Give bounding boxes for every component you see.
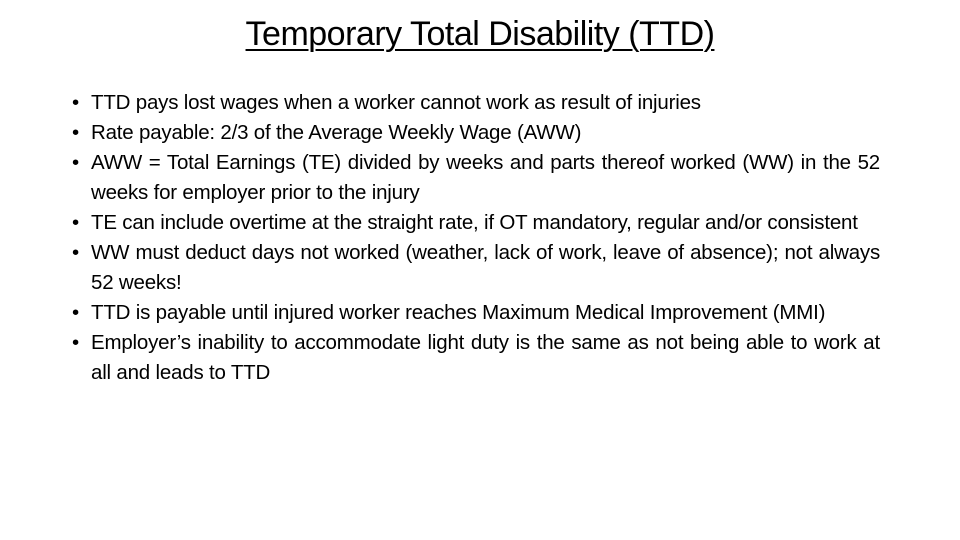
bullet-item (72, 88, 880, 118)
slide-title: Temporary Total Disability (TTD) (245, 15, 715, 53)
bullet-text: TTD is payable until injured worker reaches Maximum Medical Improvement (MMI) (91, 301, 826, 324)
bullet-text: AWW = Total Earnings (TE) divided by weeks and parts thereof worked (WW) in the 52 weeks for employer prior to the injury (91, 151, 880, 204)
bullet-text: TTD pays lost wages when a worker cannot work as result of injuries (91, 91, 701, 114)
bullet-item (72, 238, 880, 298)
bullet-item (72, 148, 880, 208)
bullet-item (72, 298, 880, 328)
bullet-dot-icon: • (72, 331, 79, 354)
bullet-list (72, 88, 880, 388)
bullet-dot-icon: • (72, 301, 79, 324)
bullet-dot-icon: • (72, 91, 79, 114)
bullet-text: Rate payable: 2/3 of the Average Weekly Wage (AWW) (91, 121, 582, 144)
bullet-dot-icon: • (72, 241, 79, 264)
bullet-text: WW must deduct days not worked (weather, lack of work, leave of absence); not always 52 weeks! (91, 241, 880, 294)
bullet-text: Employer’s inability to accommodate light duty is the same as not being able to work at all and leads to TTD (91, 331, 880, 384)
bullet-item (72, 208, 880, 238)
bullet-item (72, 118, 880, 148)
bullet-text: TE can include overtime at the straight rate, if OT mandatory, regular and/or consistent (91, 211, 858, 234)
bullet-dot-icon: • (72, 151, 79, 174)
bullet-dot-icon: • (72, 121, 79, 144)
bullet-item (72, 328, 880, 388)
bullet-dot-icon: • (72, 211, 79, 234)
